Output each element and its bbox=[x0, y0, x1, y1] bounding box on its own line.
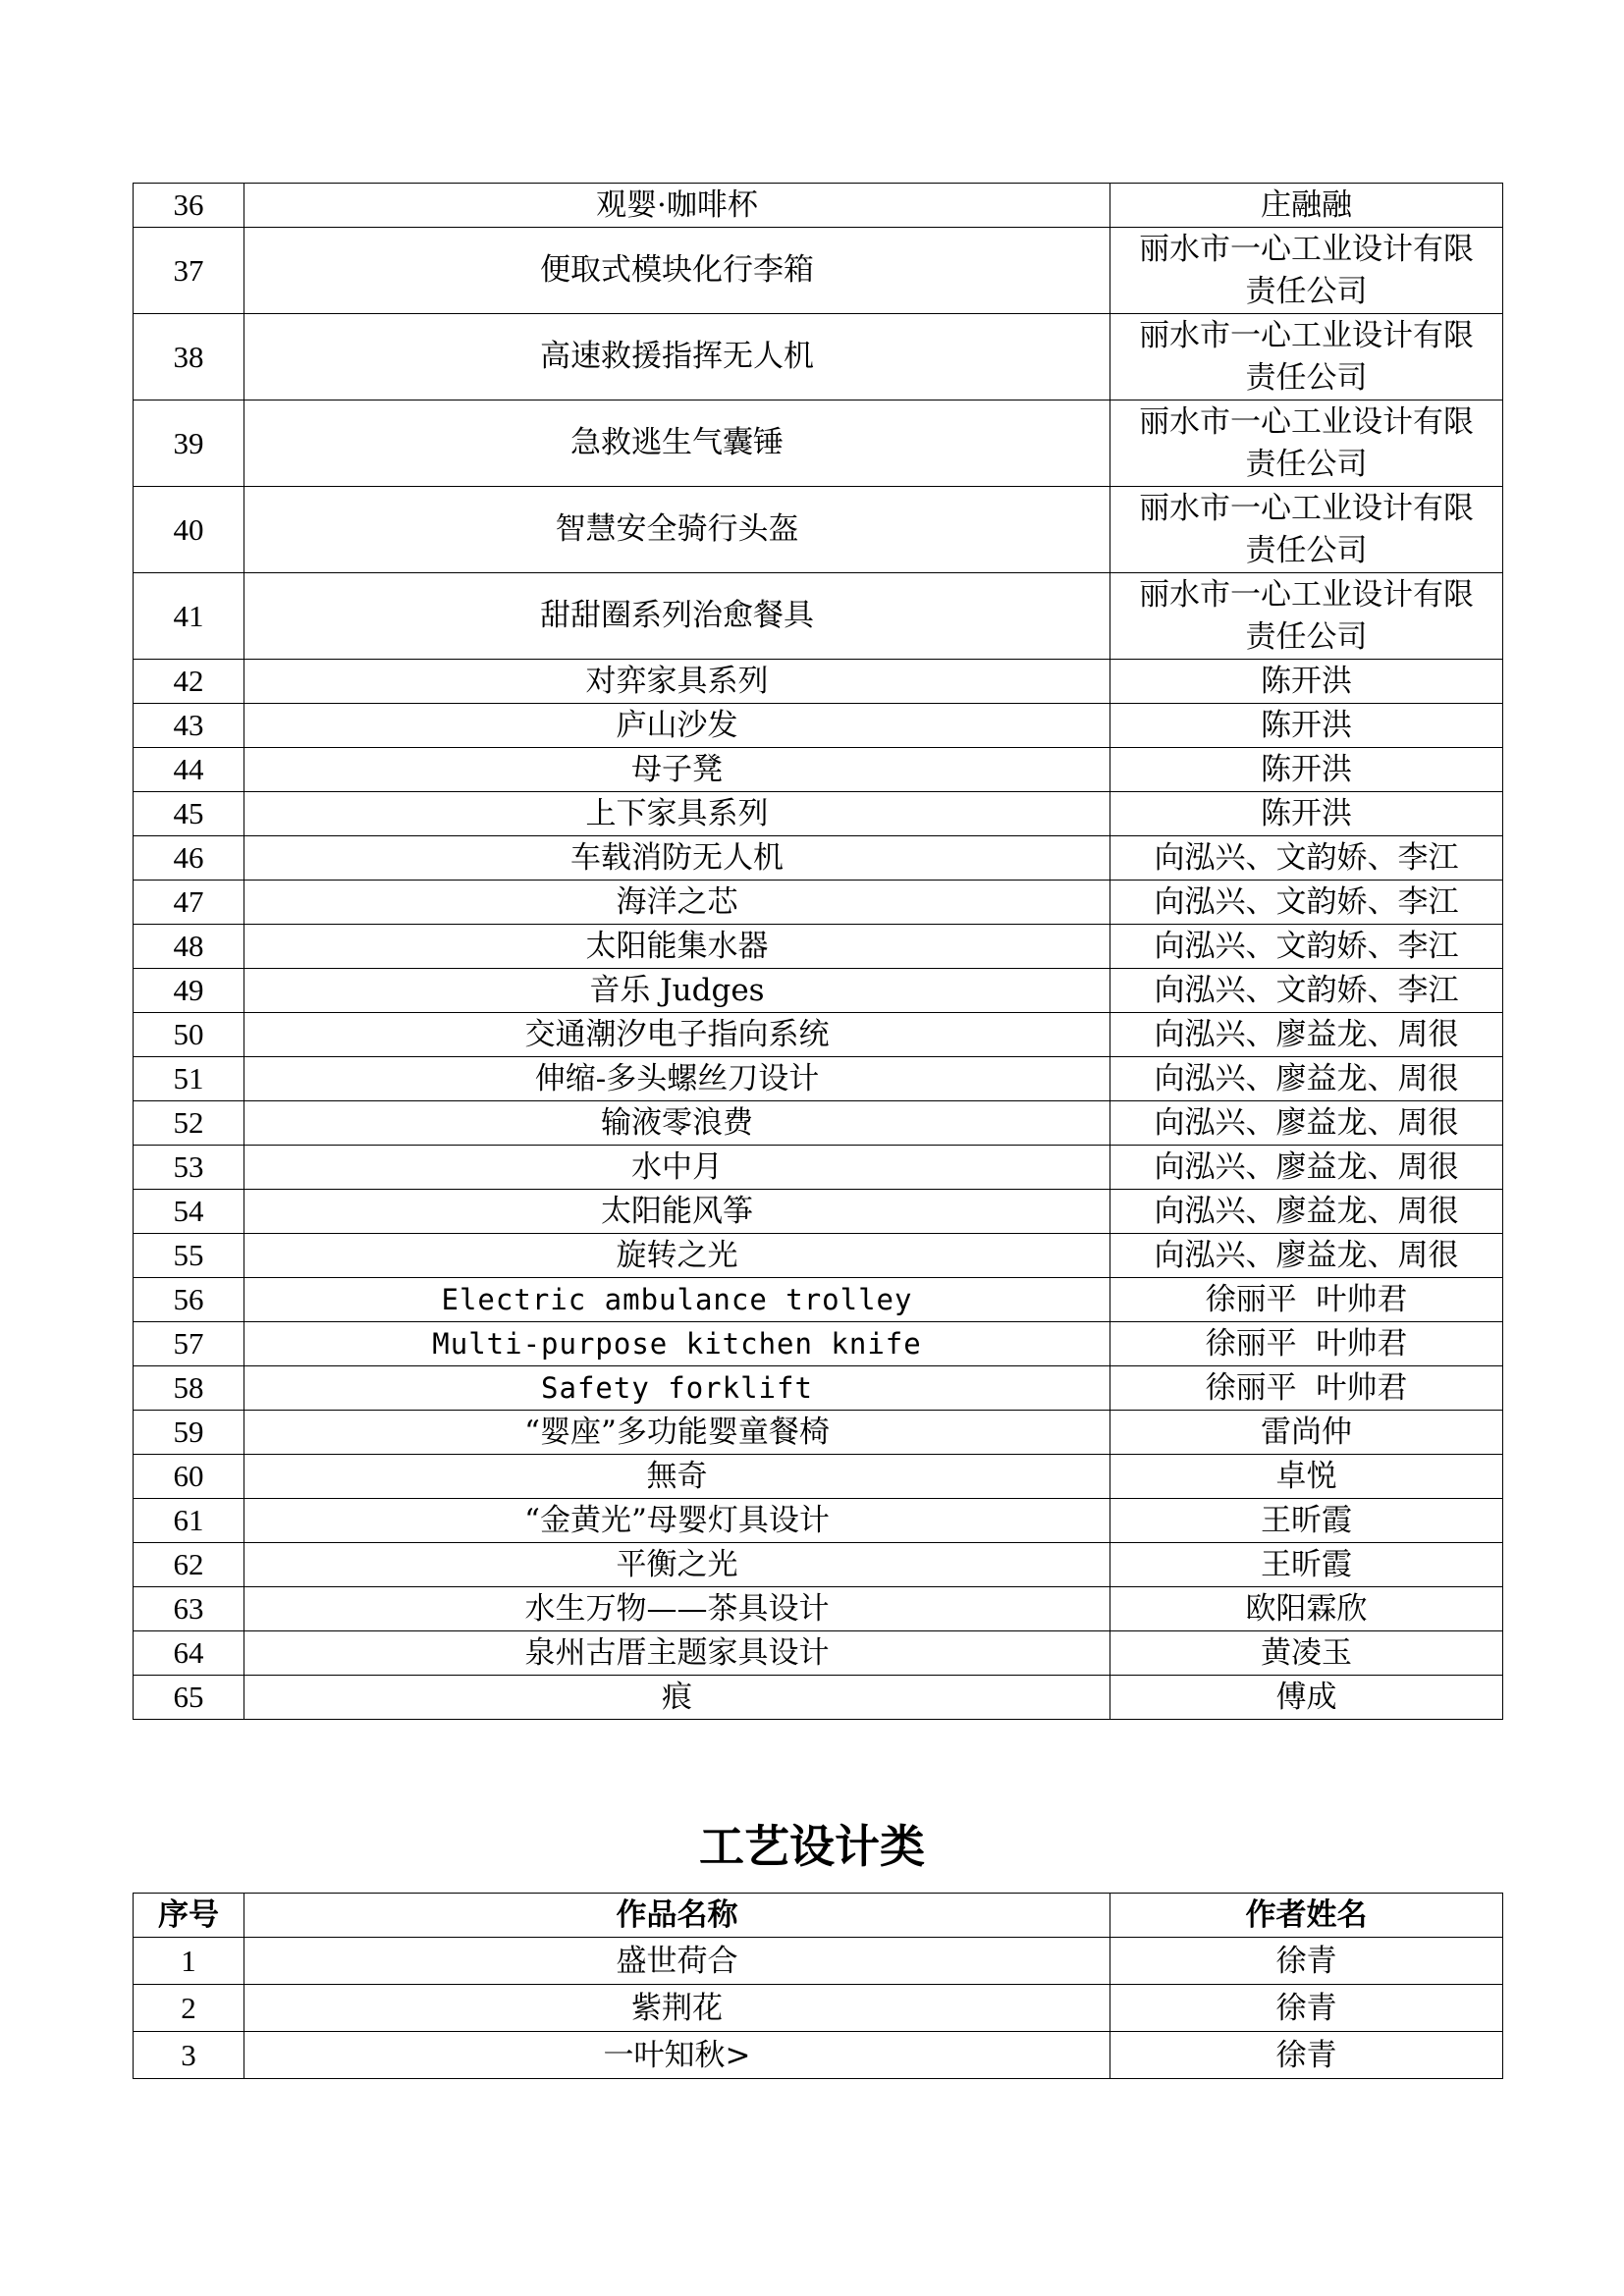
work-title: 太阳能集水器 bbox=[244, 925, 1110, 969]
table-row bbox=[134, 836, 1503, 881]
table-row bbox=[134, 314, 1503, 400]
author-name: 向泓兴、廖益龙、周很 bbox=[1110, 1013, 1503, 1057]
author-name: 向泓兴、廖益龙、周很 bbox=[1110, 1146, 1503, 1190]
table-row bbox=[134, 792, 1503, 836]
work-title: 平衡之光 bbox=[244, 1543, 1110, 1587]
table-row bbox=[134, 400, 1503, 487]
work-title: 庐山沙发 bbox=[244, 704, 1110, 748]
table-row bbox=[134, 704, 1503, 748]
row-number: 2 bbox=[134, 1985, 244, 2032]
work-title: 交通潮汐电子指向系统 bbox=[244, 1013, 1110, 1057]
row-number: 43 bbox=[134, 704, 244, 748]
work-title: “婴座”多功能婴童餐椅 bbox=[244, 1411, 1110, 1455]
work-title: 一叶知秋> bbox=[244, 2032, 1110, 2079]
row-number: 41 bbox=[134, 573, 244, 660]
work-title: Multi-purpose kitchen knife bbox=[244, 1322, 1110, 1366]
table-row bbox=[134, 1543, 1503, 1587]
work-title: 观婴·咖啡杯 bbox=[244, 184, 1110, 228]
author-name: 向泓兴、文韵娇、李江 bbox=[1110, 881, 1503, 925]
author-name: 向泓兴、文韵娇、李江 bbox=[1110, 925, 1503, 969]
row-number: 56 bbox=[134, 1278, 244, 1322]
row-number: 65 bbox=[134, 1676, 244, 1720]
row-number: 54 bbox=[134, 1190, 244, 1234]
table-row bbox=[134, 1146, 1503, 1190]
row-number: 3 bbox=[134, 2032, 244, 2079]
work-title: 旋转之光 bbox=[244, 1234, 1110, 1278]
table-row bbox=[134, 228, 1503, 314]
work-title: 泉州古厝主题家具设计 bbox=[244, 1631, 1110, 1676]
table-row bbox=[134, 1190, 1503, 1234]
table-row bbox=[134, 1322, 1503, 1366]
works-table bbox=[133, 183, 1503, 1720]
table-row bbox=[134, 1676, 1503, 1720]
author-name: 陈开洪 bbox=[1110, 660, 1503, 704]
author-name: 徐青 bbox=[1110, 1938, 1503, 1985]
author-name: 向泓兴、廖益龙、周很 bbox=[1110, 1234, 1503, 1278]
row-number: 64 bbox=[134, 1631, 244, 1676]
table-row bbox=[134, 487, 1503, 573]
table-row bbox=[134, 1101, 1503, 1146]
row-number: 37 bbox=[134, 228, 244, 314]
table-row bbox=[134, 1985, 1503, 2032]
work-title: 無奇 bbox=[244, 1455, 1110, 1499]
work-title: 便取式模块化行李箱 bbox=[244, 228, 1110, 314]
table-row bbox=[134, 1499, 1503, 1543]
table-row bbox=[134, 1366, 1503, 1411]
author-name: 向泓兴、廖益龙、周很 bbox=[1110, 1190, 1503, 1234]
author-name: 陈开洪 bbox=[1110, 704, 1503, 748]
author-name: 黄凌玉 bbox=[1110, 1631, 1503, 1676]
author-name: 向泓兴、廖益龙、周很 bbox=[1110, 1057, 1503, 1101]
table-row bbox=[134, 1587, 1503, 1631]
table-row bbox=[134, 1013, 1503, 1057]
author-name: 王昕霞 bbox=[1110, 1543, 1503, 1587]
table-row bbox=[134, 925, 1503, 969]
work-title: 高速救援指挥无人机 bbox=[244, 314, 1110, 400]
row-number: 36 bbox=[134, 184, 244, 228]
work-title: 急救逃生气囊锤 bbox=[244, 400, 1110, 487]
work-title: 伸缩-多头螺丝刀设计 bbox=[244, 1057, 1110, 1101]
table-row bbox=[134, 748, 1503, 792]
work-title: 输液零浪费 bbox=[244, 1101, 1110, 1146]
craft-works-table-body bbox=[134, 1938, 1503, 2079]
row-number: 51 bbox=[134, 1057, 244, 1101]
row-number: 40 bbox=[134, 487, 244, 573]
table-row bbox=[134, 184, 1503, 228]
row-number: 48 bbox=[134, 925, 244, 969]
table-row bbox=[134, 1938, 1503, 1985]
row-number: 42 bbox=[134, 660, 244, 704]
author-name: 向泓兴、文韵娇、李江 bbox=[1110, 836, 1503, 881]
craft-works-table bbox=[133, 1893, 1503, 2079]
work-title: 上下家具系列 bbox=[244, 792, 1110, 836]
table-header-row bbox=[134, 1894, 1503, 1938]
table-row bbox=[134, 1234, 1503, 1278]
row-number: 39 bbox=[134, 400, 244, 487]
row-number: 58 bbox=[134, 1366, 244, 1411]
work-title: 对弈家具系列 bbox=[244, 660, 1110, 704]
works-table-body bbox=[134, 184, 1503, 1720]
row-number: 1 bbox=[134, 1938, 244, 1985]
work-title: “金黄光”母婴灯具设计 bbox=[244, 1499, 1110, 1543]
work-title: 母子凳 bbox=[244, 748, 1110, 792]
work-title: 盛世荷合 bbox=[244, 1938, 1110, 1985]
row-number: 38 bbox=[134, 314, 244, 400]
work-title: 甜甜圈系列治愈餐具 bbox=[244, 573, 1110, 660]
author-name: 庄融融 bbox=[1110, 184, 1503, 228]
work-title: 水生万物——茶具设计 bbox=[244, 1587, 1110, 1631]
row-number: 45 bbox=[134, 792, 244, 836]
table-row bbox=[134, 1278, 1503, 1322]
work-title: 海洋之芯 bbox=[244, 881, 1110, 925]
table-row bbox=[134, 1057, 1503, 1101]
author-name: 丽水市一心工业设计有限 责任公司 bbox=[1110, 573, 1503, 660]
author-name: 丽水市一心工业设计有限 责任公司 bbox=[1110, 487, 1503, 573]
row-number: 47 bbox=[134, 881, 244, 925]
author-name: 徐丽平 叶帅君 bbox=[1110, 1322, 1503, 1366]
row-number: 53 bbox=[134, 1146, 244, 1190]
author-name: 欧阳霖欣 bbox=[1110, 1587, 1503, 1631]
row-number: 63 bbox=[134, 1587, 244, 1631]
table-row bbox=[134, 969, 1503, 1013]
row-number: 46 bbox=[134, 836, 244, 881]
work-title: 太阳能风筝 bbox=[244, 1190, 1110, 1234]
work-title: 水中月 bbox=[244, 1146, 1110, 1190]
row-number: 55 bbox=[134, 1234, 244, 1278]
work-title: 车载消防无人机 bbox=[244, 836, 1110, 881]
row-number: 49 bbox=[134, 969, 244, 1013]
row-number: 52 bbox=[134, 1101, 244, 1146]
row-number: 50 bbox=[134, 1013, 244, 1057]
row-number: 44 bbox=[134, 748, 244, 792]
author-name: 丽水市一心工业设计有限 责任公司 bbox=[1110, 400, 1503, 487]
author-name: 王昕霞 bbox=[1110, 1499, 1503, 1543]
header-author: 作者姓名 bbox=[1110, 1894, 1503, 1938]
work-title: 智慧安全骑行头盔 bbox=[244, 487, 1110, 573]
table-row bbox=[134, 2032, 1503, 2079]
table-row bbox=[134, 1455, 1503, 1499]
header-title: 作品名称 bbox=[244, 1894, 1110, 1938]
row-number: 57 bbox=[134, 1322, 244, 1366]
author-name: 徐丽平 叶帅君 bbox=[1110, 1366, 1503, 1411]
author-name: 卓悦 bbox=[1110, 1455, 1503, 1499]
author-name: 向泓兴、廖益龙、周很 bbox=[1110, 1101, 1503, 1146]
section-title: 工艺设计类 bbox=[699, 1820, 925, 1873]
author-name: 徐青 bbox=[1110, 1985, 1503, 2032]
header-number: 序号 bbox=[134, 1894, 244, 1938]
work-title: Safety forklift bbox=[244, 1366, 1110, 1411]
row-number: 60 bbox=[134, 1455, 244, 1499]
row-number: 61 bbox=[134, 1499, 244, 1543]
work-title: 紫荆花 bbox=[244, 1985, 1110, 2032]
table-row bbox=[134, 1411, 1503, 1455]
work-title: Electric ambulance trolley bbox=[244, 1278, 1110, 1322]
author-name: 傅成 bbox=[1110, 1676, 1503, 1720]
author-name: 向泓兴、文韵娇、李江 bbox=[1110, 969, 1503, 1013]
author-name: 雷尚仲 bbox=[1110, 1411, 1503, 1455]
table-row bbox=[134, 1631, 1503, 1676]
author-name: 徐丽平 叶帅君 bbox=[1110, 1278, 1503, 1322]
author-name: 徐青 bbox=[1110, 2032, 1503, 2079]
author-name: 陈开洪 bbox=[1110, 748, 1503, 792]
author-name: 丽水市一心工业设计有限 责任公司 bbox=[1110, 314, 1503, 400]
author-name: 丽水市一心工业设计有限 责任公司 bbox=[1110, 228, 1503, 314]
work-title: 痕 bbox=[244, 1676, 1110, 1720]
work-title: 音乐 Judges bbox=[244, 969, 1110, 1013]
table-row bbox=[134, 573, 1503, 660]
table-row bbox=[134, 881, 1503, 925]
row-number: 62 bbox=[134, 1543, 244, 1587]
row-number: 59 bbox=[134, 1411, 244, 1455]
author-name: 陈开洪 bbox=[1110, 792, 1503, 836]
table-row bbox=[134, 660, 1503, 704]
